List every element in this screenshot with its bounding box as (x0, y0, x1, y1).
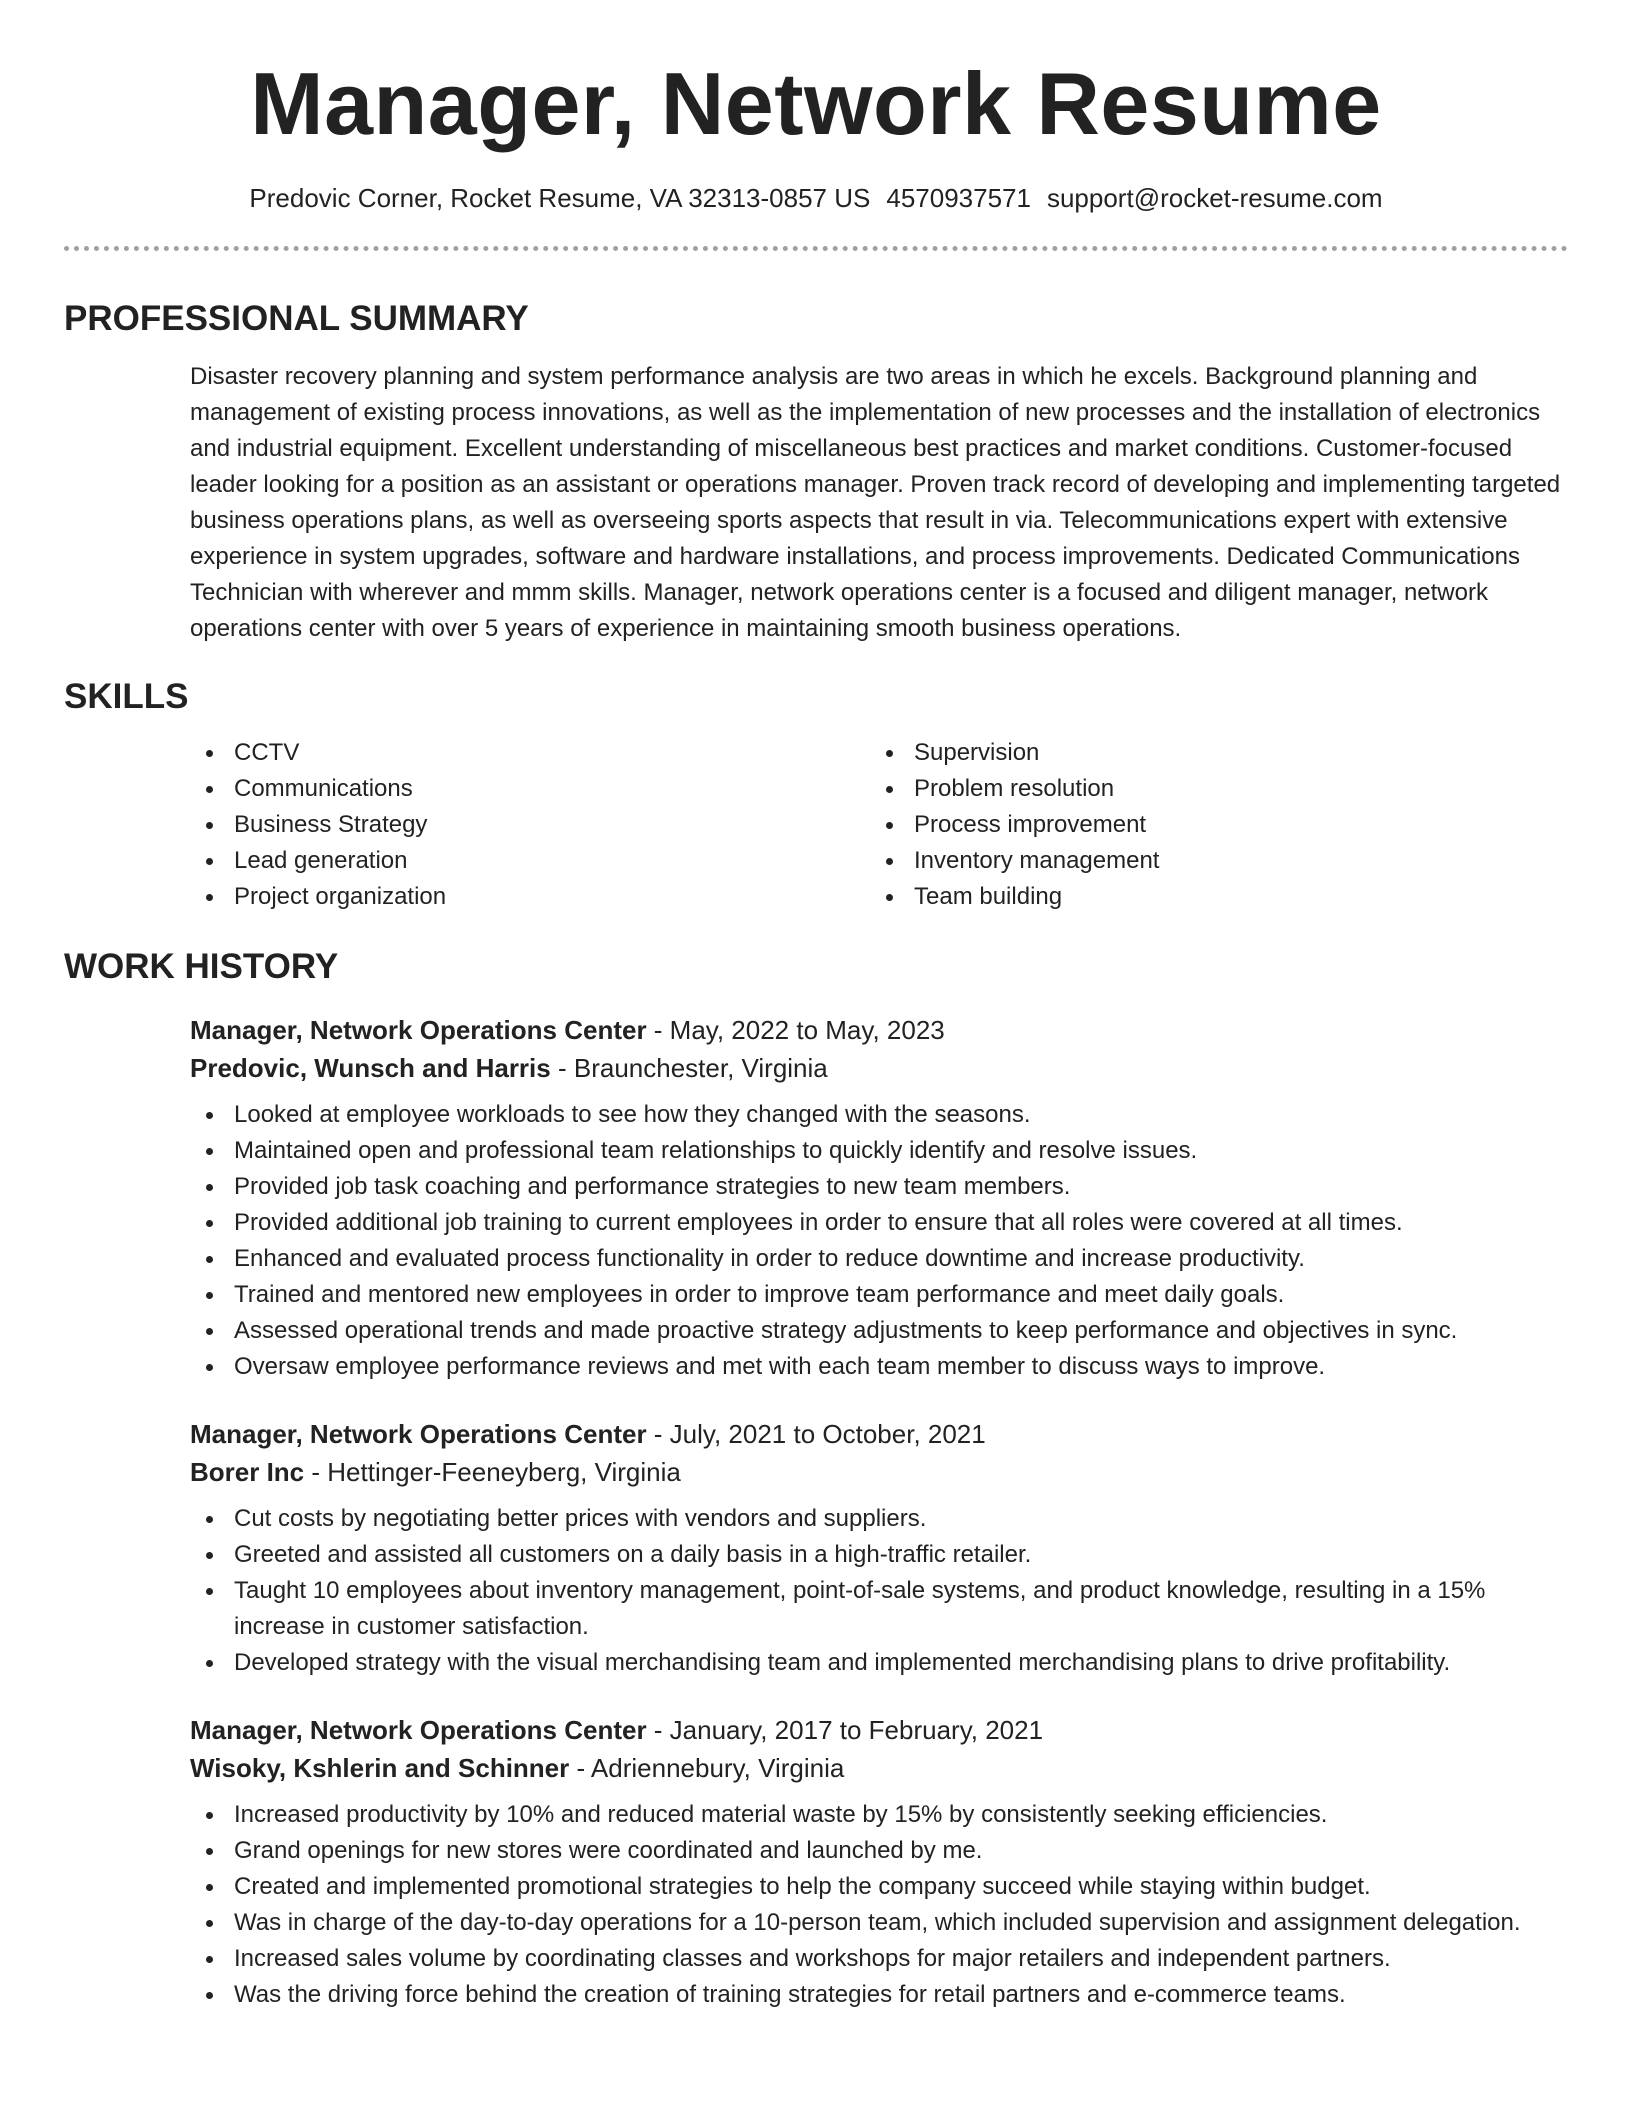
skill-item: CCTV (190, 735, 870, 771)
job-title: Manager, Network Operations Center (190, 1015, 647, 1045)
job-bullet: Was the driving force behind the creation of training strategies for retail partners and e-commerce teams. (190, 1977, 1568, 2013)
job-location: - Braunchester, Virginia (550, 1053, 828, 1083)
job-title: Manager, Network Operations Center (190, 1419, 647, 1449)
skill-item: Team building (870, 879, 1550, 915)
contact-address: Predovic Corner, Rocket Resume, VA 32313-0857 US (249, 183, 871, 213)
work-entry (190, 1011, 1568, 1385)
job-title: Manager, Network Operations Center (190, 1715, 647, 1745)
skill-item: Inventory management (870, 843, 1550, 879)
work-history-heading: WORK HISTORY (64, 947, 339, 986)
job-bullet: Maintained open and professional team relationships to quickly identify and resolve issues. (190, 1133, 1568, 1169)
skill-item: Process improvement (870, 807, 1550, 843)
job-bullets (190, 1797, 1568, 2013)
job-title-line (190, 1711, 1568, 1749)
job-bullet: Was in charge of the day-to-day operations for a 10-person team, which included supervision and assignment delegation. (190, 1905, 1568, 1941)
skill-item: Business Strategy (190, 807, 870, 843)
job-location: - Adriennebury, Virginia (569, 1753, 845, 1783)
job-bullet: Increased productivity by 10% and reduced material waste by 15% by consistently seeking efficiencies. (190, 1797, 1568, 1833)
job-company: Wisoky, Kshlerin and Schinner (190, 1753, 570, 1783)
job-dates: - July, 2021 to October, 2021 (646, 1419, 986, 1449)
skill-item: Lead generation (190, 843, 870, 879)
job-bullet: Enhanced and evaluated process functionality in order to reduce downtime and increase productivity. (190, 1241, 1568, 1277)
job-bullet: Trained and mentored new employees in order to improve team performance and meet daily goals. (190, 1277, 1568, 1313)
skill-item: Project organization (190, 879, 870, 915)
job-location: - Hettinger-Feeneyberg, Virginia (304, 1457, 681, 1487)
skills-list (190, 735, 1568, 915)
job-company-line (190, 1749, 1568, 1787)
job-bullet: Greeted and assisted all customers on a daily basis in a high-traffic retailer. (190, 1537, 1568, 1573)
job-bullets (190, 1097, 1568, 1385)
job-company-line (190, 1453, 1568, 1491)
job-bullet: Cut costs by negotiating better prices with vendors and suppliers. (190, 1501, 1568, 1537)
job-bullets (190, 1501, 1568, 1681)
job-dates: - January, 2017 to February, 2021 (646, 1715, 1044, 1745)
skills-column-left (190, 735, 870, 915)
job-bullet: Developed strategy with the visual merchandising team and implemented merchandising plans to drive profitability. (190, 1645, 1568, 1681)
job-dates: - May, 2022 to May, 2023 (646, 1015, 945, 1045)
header-divider (64, 246, 1568, 251)
skill-item: Communications (190, 771, 870, 807)
job-company: Predovic, Wunsch and Harris (190, 1053, 551, 1083)
job-bullet: Provided job task coaching and performance strategies to new team members. (190, 1169, 1568, 1205)
resume-title: Manager, Network Resume (250, 54, 1382, 153)
skill-item: Problem resolution (870, 771, 1550, 807)
job-bullet: Oversaw employee performance reviews and met with each team member to discuss ways to improve. (190, 1349, 1568, 1385)
job-bullet: Assessed operational trends and made proactive strategy adjustments to keep performance and objectives in sync. (190, 1313, 1568, 1349)
professional-summary-text: Disaster recovery planning and system performance analysis are two areas in which he excels. Background planning and management of existing process innovations, as well as the implementation of new processes and the installation of electronics and industrial equipment. Excellent understanding of miscellaneous best practices and market conditions. Customer-focused leader looking for a position as an assistant or operations manager. Proven track record of developing and implementing targeted business operations plans, as well as overseeing sports aspects that result in via. Telecommunications expert with extensive experience in system upgrades, software and hardware installations, and process improvements. Dedicated Communications Technician with wherever and mmm skills. Manager, network operations center is a focused and diligent manager, network operations center with over 5 years of experience in maintaining smooth business operations. (190, 363, 1561, 642)
contact-line (64, 180, 1568, 216)
job-title-line (190, 1011, 1568, 1049)
job-company-line (190, 1049, 1568, 1087)
skills-column-right (870, 735, 1550, 915)
professional-summary-heading: PROFESSIONAL SUMMARY (64, 299, 529, 338)
job-bullet: Increased sales volume by coordinating classes and workshops for major retailers and independent partners. (190, 1941, 1568, 1977)
skill-item: Supervision (870, 735, 1550, 771)
job-company: Borer Inc (190, 1457, 305, 1487)
job-bullet: Grand openings for new stores were coordinated and launched by me. (190, 1833, 1568, 1869)
work-entry (190, 1415, 1568, 1681)
job-bullet: Taught 10 employees about inventory management, point-of-sale systems, and product knowledge, resulting in a 15% increase in customer satisfaction. (190, 1573, 1568, 1645)
job-bullet: Provided additional job training to current employees in order to ensure that all roles were covered at all times. (190, 1205, 1568, 1241)
job-title-line (190, 1415, 1568, 1453)
work-entry (190, 1711, 1568, 2013)
skills-heading: SKILLS (64, 677, 189, 716)
job-bullet: Looked at employee workloads to see how they changed with the seasons. (190, 1097, 1568, 1133)
job-bullet: Created and implemented promotional strategies to help the company succeed while staying within budget. (190, 1869, 1568, 1905)
contact-email: support@rocket-resume.com (1046, 183, 1383, 213)
contact-phone: 4570937571 (886, 183, 1031, 213)
